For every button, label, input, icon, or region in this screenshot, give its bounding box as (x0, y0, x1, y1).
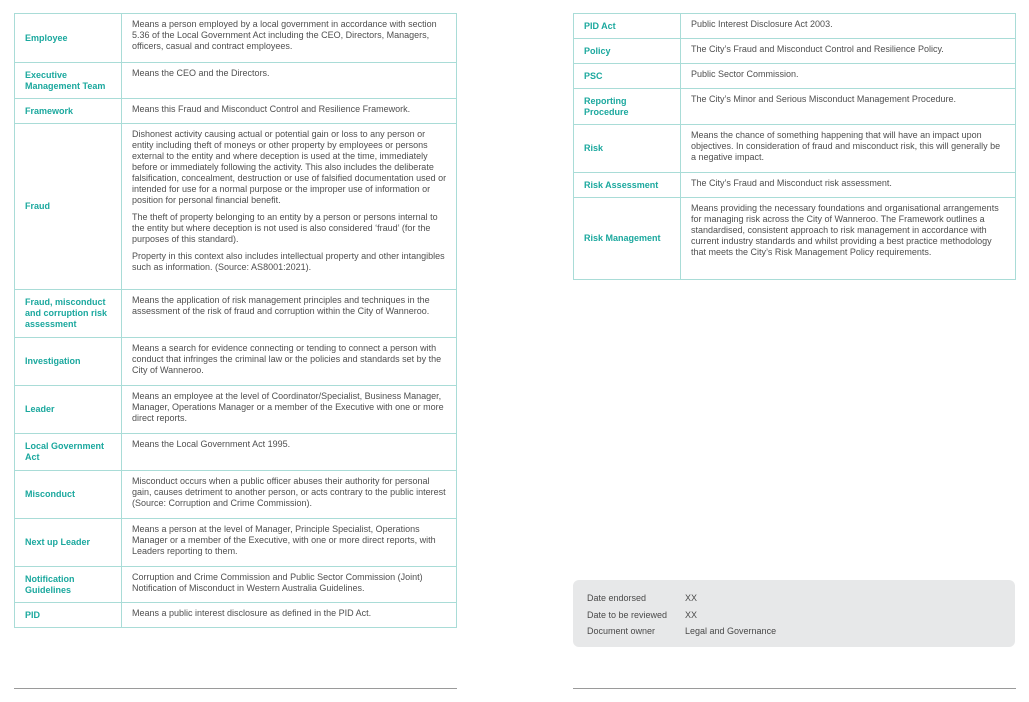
definition-text (681, 39, 1016, 64)
definition-paragraph: Means a public interest disclosure as defined in the PID Act. (132, 608, 372, 618)
definition-term: Leader (15, 386, 122, 434)
definition-paragraph: The theft of property belonging to an entity by a person or persons internal to the entity but where deception is not used is also considered ‘fraud’ (for the purposes of this standard). (132, 212, 438, 244)
definition-term: Employee (15, 14, 122, 63)
definition-row (15, 603, 457, 628)
definition-term: Risk Assessment (574, 173, 681, 198)
footer-rule-right (573, 688, 1016, 689)
definition-paragraph: Means the application of risk management principles and techniques in the assessment of the risk of fraud and corruption within the City of Wanneroo. (132, 295, 430, 316)
definition-row (574, 125, 1016, 173)
definition-row (574, 39, 1016, 64)
definition-term: PID Act (574, 14, 681, 39)
definition-text (681, 125, 1016, 173)
definition-text (122, 603, 457, 628)
definition-row (574, 198, 1016, 280)
document-info-value: XX (685, 593, 698, 604)
definitions-table-left (14, 13, 457, 628)
definition-term: Fraud (15, 124, 122, 290)
definition-paragraph: The City’s Fraud and Misconduct risk assessment. (691, 178, 892, 188)
definition-paragraph: Means a person employed by a local government in accordance with section 5.36 of the Local Government Act including the CEO, Directors, Managers, officers, casual and contract employees. (132, 19, 437, 51)
definition-row (15, 386, 457, 434)
definition-paragraph: Means providing the necessary foundations and organisational arrangements for managing risk across the City of Wanneroo. The Framework outlines a standardised, consistent approach to risk management in accordance with current industry standards and whilst providing a best practice methodology that meets the City’s Risk Management Policy requirements. (691, 203, 999, 257)
definition-term: Investigation (15, 338, 122, 386)
definition-text (122, 386, 457, 434)
definition-term: PSC (574, 64, 681, 89)
document-info-value: Legal and Governance (685, 626, 777, 637)
definition-row (15, 434, 457, 471)
definition-text (681, 14, 1016, 39)
definition-term: Reporting Procedure (574, 89, 681, 125)
definition-text (122, 124, 457, 290)
definition-paragraph: Means the CEO and the Directors. (132, 68, 270, 78)
definition-paragraph: Dishonest activity causing actual or potential gain or loss to any person or entity including theft of moneys or other property by employees or persons external to the entity and where deception is used at the time, immediately before or immediately following the activity. This also includes the deliberate falsification, concealment, destruction or use of falsified documentation used or intended for use for a normal purpose or the improper use of information or position for personal financial benefit. (132, 129, 447, 205)
definition-term: PID (15, 603, 122, 628)
definition-row (15, 124, 457, 290)
definition-row (15, 99, 457, 124)
footer-rule-left (14, 688, 457, 689)
document-info-row (587, 607, 1015, 624)
document-info-value: XX (685, 609, 698, 620)
document-info-label: Date endorsed (587, 593, 647, 604)
definition-row (15, 567, 457, 603)
definition-row (574, 173, 1016, 198)
definition-paragraph: Public Interest Disclosure Act 2003. (691, 19, 833, 29)
document-info-box (573, 580, 1015, 647)
definition-paragraph: Means a person at the level of Manager, Principle Specialist, Operations Manager or a member of the Executive, with one or more direct reports, with Leaders reporting to them. (132, 524, 436, 556)
definition-paragraph: Corruption and Crime Commission and Public Sector Commission (Joint) Notification of Misconduct in Western Australia Guidelines. (132, 572, 423, 593)
definition-row (15, 63, 457, 99)
definition-paragraph: The City’s Minor and Serious Misconduct Management Procedure. (691, 94, 956, 104)
definition-text (122, 63, 457, 99)
definition-text (122, 99, 457, 124)
definition-row (15, 290, 457, 338)
definition-text (122, 471, 457, 519)
definition-term: Risk Management (574, 198, 681, 280)
definition-row (15, 519, 457, 567)
definition-text (122, 338, 457, 386)
definition-paragraph: Means the Local Government Act 1995. (132, 439, 291, 449)
definition-text (681, 198, 1016, 280)
definition-paragraph: Misconduct occurs when a public officer abuses their authority for personal gain, causes detriment to another person, or acts contrary to the public interest (Source: Corruption and Crime Commission). (132, 476, 446, 508)
definition-paragraph: Means the chance of something happening that will have an impact upon objectives. In consideration of fraud and misconduct risk, this will generally be a negative impact. (691, 130, 1001, 162)
definition-text (122, 519, 457, 567)
definition-text (681, 64, 1016, 89)
definition-term: Notification Guidelines (15, 567, 122, 603)
definition-paragraph: Means an employee at the level of Coordinator/Specialist, Business Manager, Manager, Operations Manager or a member of the Executive with one or more direct reports. (132, 391, 444, 423)
definition-term: Risk (574, 125, 681, 173)
definitions-table-right (573, 13, 1016, 280)
document-info-row (587, 590, 1015, 607)
definition-paragraph: The City’s Fraud and Misconduct Control and Resilience Policy. (691, 44, 944, 54)
definition-paragraph: Property in this context also includes intellectual property and other intangibles such as information. (Source: AS8001:2021). (132, 251, 445, 272)
document-info-row (587, 623, 1015, 640)
definition-term: Fraud, misconduct and corruption risk assessment (15, 290, 122, 338)
definition-row (15, 471, 457, 519)
definition-term: Policy (574, 39, 681, 64)
definition-text (122, 14, 457, 63)
definition-term: Local Government Act (15, 434, 122, 471)
definition-paragraph: Public Sector Commission. (691, 69, 799, 79)
definition-row (15, 14, 457, 63)
definition-paragraph: Means a search for evidence connecting or tending to connect a person with conduct that infringes the criminal law or the policies and standards set by the City of Wanneroo. (132, 343, 442, 375)
definition-row (574, 89, 1016, 125)
definition-row (15, 338, 457, 386)
definition-term: Framework (15, 99, 122, 124)
definition-text (122, 434, 457, 471)
definition-term: Executive Management Team (15, 63, 122, 99)
definition-row (574, 14, 1016, 39)
definition-text (122, 567, 457, 603)
definition-term: Next up Leader (15, 519, 122, 567)
document-info-label: Date to be reviewed (587, 609, 668, 620)
definition-row (574, 64, 1016, 89)
definition-text (681, 89, 1016, 125)
definition-paragraph: Means this Fraud and Misconduct Control and Resilience Framework. (132, 104, 411, 114)
definition-text (122, 290, 457, 338)
document-info-label: Document owner (587, 626, 656, 637)
definition-text (681, 173, 1016, 198)
definition-term: Misconduct (15, 471, 122, 519)
